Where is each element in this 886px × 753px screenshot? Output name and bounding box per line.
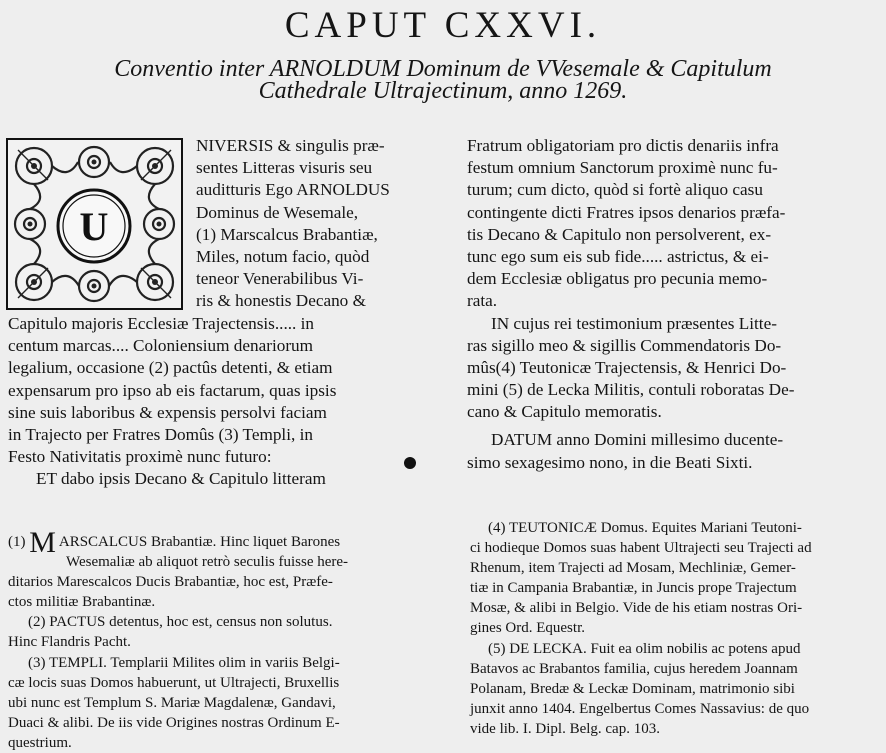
text-line: ris & honestis Decano & (196, 291, 366, 311)
text-line: turum; cum dicto, quòd si fortè aliquo casu (467, 180, 763, 200)
text-line: tunc ego sum eis sub fide..... astrictus, & ei- (467, 246, 769, 266)
text-line: mûs(4) Teutonicæ Trajectensis, & Henrici Do- (467, 357, 787, 377)
text-line: rata. (467, 291, 498, 311)
footnote-line: gines Ord. Equestr. (470, 620, 585, 637)
footnote-line: tiæ in Campania Brabantiæ, in Juncis prope Trajectum (470, 580, 797, 597)
ornamental-drop-cap (6, 138, 183, 310)
right-column-body (467, 135, 794, 474)
footnote-line: (3) TEMPLI. Templarii Milites olim in variis Belgi- (28, 654, 340, 671)
text-line: cano & Capitulo memoratis. (467, 402, 662, 422)
footnote-line (8, 526, 348, 559)
subtitle-line: Conventio inter ARNOLDUM Dominum de VVesemale & Capitulum (114, 56, 772, 82)
footnote-line: (2) PACTUS detentus, hoc est, census non solutus. (28, 614, 333, 631)
footnote-line: Polanam, Bredæ & Leckæ Dominam, matrimonio sibi (470, 680, 795, 697)
subtitle-line: Cathedrale Ultrajectinum, anno 1269. (258, 78, 628, 105)
footnote-line: Batavos ac Brabantos familia, cujus heredem Joannam (470, 660, 798, 677)
footnote-line: Hinc Flandris Pacht. (8, 634, 131, 651)
text-line: teneor Venerabilibus Vi- (196, 269, 364, 289)
text-line: sine suis laboribus & expensis persolvi faciam (8, 402, 327, 422)
drop-cap-letter: U (79, 204, 109, 249)
left-column-body (8, 313, 336, 491)
text-line: ET dabo ipsis Decano & Capitulo litteram (36, 469, 326, 489)
left-column-top (196, 135, 390, 313)
text-line: Miles, notum facio, quòd (196, 246, 370, 266)
text-line: sentes Litteras visuris seu (196, 158, 373, 178)
footnote-marker: (1) (8, 534, 26, 550)
floral-ornament-icon (8, 140, 181, 308)
footnote-line: Duaci & alibi. De iis vide Origines nostras Ordinum E- (8, 714, 340, 731)
ink-blot (404, 457, 416, 469)
footnote-initial: M (29, 526, 56, 559)
text-line: expensarum pro ipso ab eis factarum, quas ipsis (8, 380, 337, 400)
footnote-line: ubi nunc est Templum S. Mariæ Magdalenæ, Gandavi, (8, 694, 336, 711)
text-line: DATUM anno Domini millesimo ducente- (491, 430, 784, 450)
footnotes-left (8, 526, 349, 753)
footnote-text: ARSCALCUS Brabantiæ. Hinc liquet Barones (58, 534, 341, 550)
footnote-line: ci hodieque Domos suas habent Ultrajecti seu Trajecti ad (470, 540, 812, 557)
chapter-subtitle (20, 54, 866, 105)
footnote-line: Mosæ, & alibi in Belgio. Vide de his etiam nostras Ori- (470, 600, 803, 617)
footnote-line: (4) TEUTONICÆ Domus. Equites Mariani Teutoni- (488, 520, 802, 536)
footnote-line: questrium. (8, 734, 72, 751)
footnote-line: vide lib. I. Dipl. Belg. cap. 103. (470, 720, 660, 737)
text-line: legalium, occasione (2) pactûs detenti, & etiam (8, 358, 333, 378)
footnote-line: ctos militiæ Brabantinæ. (8, 594, 156, 611)
text-line: simo sexagesimo nono, in die Beati Sixti. (467, 452, 753, 472)
text-line: ras sigillo meo & sigillis Commendatoris Do- (467, 335, 782, 355)
text-line: contingente dicti Fratres ipsos denarios præfa- (467, 202, 786, 222)
footnote-line: Rhenum, item Trajecti ad Mosam, Mechliniæ, Gemer- (470, 560, 796, 577)
text-line: dem Ecclesiæ obligatus pro pecunia memo- (467, 269, 768, 289)
text-line: auditturis Ego ARNOLDUS (196, 180, 390, 200)
footnote-line: junxit anno 1404. Engelbertus Comes Nassavius: de quo (470, 700, 810, 717)
footnotes-right (470, 518, 812, 739)
footnote-line: (5) DE LECKA. Fuit ea olim nobilis ac potens apud (488, 640, 801, 657)
text-line: centum marcas.... Coloniensium denariorum (8, 336, 314, 356)
footnote-line: ditarios Marescalcos Ducis Brabantiæ, hoc est, Præfe- (8, 574, 333, 591)
text-line: (1) Marscalcus Brabantiæ, (196, 224, 378, 244)
text-line: Festo Nativitatis proximè nunc futuro: (8, 447, 272, 467)
text-line: Capitulo majoris Ecclesiæ Trajectensis..... in (8, 314, 315, 333)
text-line: Fratrum obligatoriam pro dictis denariis infra (467, 136, 779, 155)
text-line: tis Decano & Capitulo non persolverent, ex- (467, 224, 772, 244)
text-line: in Trajecto per Fratres Domûs (3) Templi, in (8, 424, 313, 444)
text-line: mini (5) de Lecka Militis, contuli roboratas De- (467, 380, 795, 400)
text-line: NIVERSIS & singulis præ- (196, 136, 385, 155)
text-line: festum omnium Sanctorum proximè nunc fu- (467, 158, 778, 178)
chapter-heading: CAPUT CXXVI. (284, 5, 602, 46)
footnote-line: cæ locis suas Domos habuerunt, ut Ultrajecti, Bruxellis (8, 674, 340, 691)
footnote-line: Wesemaliæ ab aliquot retrò seculis fuisse here- (66, 554, 349, 571)
text-line: Dominus de Wesemale, (196, 202, 359, 222)
text-line: IN cujus rei testimonium præsentes Litte- (491, 313, 777, 333)
